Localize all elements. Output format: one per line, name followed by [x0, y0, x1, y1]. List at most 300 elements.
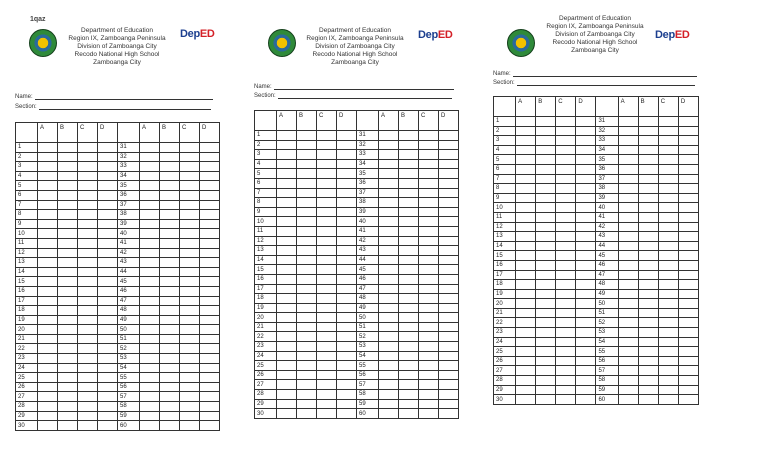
answer-cell[interactable]	[439, 284, 459, 294]
answer-cell[interactable]	[516, 212, 536, 222]
answer-cell[interactable]	[638, 145, 658, 155]
answer-cell[interactable]	[297, 380, 317, 390]
answer-cell[interactable]	[399, 131, 419, 141]
answer-cell[interactable]	[439, 390, 459, 400]
answer-cell[interactable]	[536, 328, 556, 338]
answer-cell[interactable]	[379, 380, 399, 390]
answer-cell[interactable]	[337, 399, 357, 409]
answer-cell[interactable]	[180, 421, 200, 431]
answer-cell[interactable]	[536, 347, 556, 357]
answer-cell[interactable]	[317, 303, 337, 313]
answer-cell[interactable]	[297, 178, 317, 188]
answer-cell[interactable]	[200, 181, 220, 191]
answer-cell[interactable]	[638, 270, 658, 280]
answer-cell[interactable]	[556, 337, 576, 347]
answer-cell[interactable]	[638, 376, 658, 386]
name-line[interactable]	[513, 71, 697, 77]
answer-cell[interactable]	[297, 370, 317, 380]
answer-cell[interactable]	[439, 226, 459, 236]
answer-cell[interactable]	[277, 294, 297, 304]
answer-cell[interactable]	[337, 198, 357, 208]
answer-cell[interactable]	[576, 174, 596, 184]
answer-cell[interactable]	[58, 200, 78, 210]
section-field[interactable]	[493, 80, 695, 86]
answer-cell[interactable]	[399, 303, 419, 313]
answer-cell[interactable]	[98, 363, 118, 373]
answer-cell[interactable]	[439, 236, 459, 246]
answer-cell[interactable]	[98, 325, 118, 335]
answer-cell[interactable]	[576, 117, 596, 127]
answer-cell[interactable]	[160, 258, 180, 268]
answer-cell[interactable]	[399, 178, 419, 188]
answer-cell[interactable]	[337, 303, 357, 313]
answer-cell[interactable]	[140, 421, 160, 431]
answer-cell[interactable]	[277, 332, 297, 342]
answer-cell[interactable]	[58, 258, 78, 268]
answer-cell[interactable]	[439, 399, 459, 409]
answer-cell[interactable]	[98, 181, 118, 191]
answer-cell[interactable]	[58, 181, 78, 191]
answer-cell[interactable]	[160, 334, 180, 344]
answer-cell[interactable]	[556, 222, 576, 232]
answer-cell[interactable]	[78, 238, 98, 248]
answer-cell[interactable]	[200, 238, 220, 248]
answer-cell[interactable]	[638, 174, 658, 184]
answer-cell[interactable]	[556, 145, 576, 155]
answer-cell[interactable]	[337, 207, 357, 217]
answer-cell[interactable]	[419, 169, 439, 179]
answer-cell[interactable]	[277, 303, 297, 313]
answer-cell[interactable]	[160, 402, 180, 412]
answer-cell[interactable]	[658, 155, 678, 165]
answer-cell[interactable]	[399, 140, 419, 150]
answer-cell[interactable]	[180, 382, 200, 392]
answer-cell[interactable]	[576, 241, 596, 251]
answer-cell[interactable]	[379, 150, 399, 160]
answer-cell[interactable]	[337, 246, 357, 256]
answer-cell[interactable]	[140, 267, 160, 277]
answer-cell[interactable]	[678, 260, 698, 270]
answer-cell[interactable]	[317, 217, 337, 227]
answer-cell[interactable]	[180, 238, 200, 248]
answer-cell[interactable]	[277, 207, 297, 217]
answer-cell[interactable]	[439, 246, 459, 256]
answer-cell[interactable]	[78, 344, 98, 354]
answer-cell[interactable]	[38, 306, 58, 316]
answer-cell[interactable]	[297, 361, 317, 371]
answer-cell[interactable]	[98, 171, 118, 181]
answer-cell[interactable]	[160, 171, 180, 181]
answer-cell[interactable]	[277, 284, 297, 294]
answer-cell[interactable]	[58, 190, 78, 200]
answer-cell[interactable]	[337, 178, 357, 188]
answer-cell[interactable]	[678, 136, 698, 146]
answer-cell[interactable]	[439, 140, 459, 150]
answer-cell[interactable]	[638, 222, 658, 232]
answer-cell[interactable]	[678, 337, 698, 347]
answer-cell[interactable]	[379, 246, 399, 256]
answer-cell[interactable]	[98, 143, 118, 153]
answer-cell[interactable]	[78, 190, 98, 200]
answer-cell[interactable]	[58, 344, 78, 354]
answer-cell[interactable]	[419, 294, 439, 304]
answer-cell[interactable]	[317, 370, 337, 380]
answer-cell[interactable]	[317, 322, 337, 332]
answer-cell[interactable]	[536, 203, 556, 213]
answer-cell[interactable]	[618, 232, 638, 242]
answer-cell[interactable]	[160, 325, 180, 335]
answer-cell[interactable]	[379, 322, 399, 332]
answer-cell[interactable]	[277, 409, 297, 419]
answer-cell[interactable]	[556, 347, 576, 357]
answer-cell[interactable]	[399, 217, 419, 227]
answer-cell[interactable]	[78, 162, 98, 172]
answer-cell[interactable]	[98, 344, 118, 354]
answer-cell[interactable]	[556, 251, 576, 261]
answer-cell[interactable]	[638, 212, 658, 222]
answer-cell[interactable]	[399, 351, 419, 361]
answer-cell[interactable]	[78, 402, 98, 412]
answer-cell[interactable]	[658, 289, 678, 299]
answer-cell[interactable]	[618, 318, 638, 328]
answer-cell[interactable]	[38, 392, 58, 402]
answer-cell[interactable]	[160, 411, 180, 421]
answer-cell[interactable]	[536, 337, 556, 347]
answer-cell[interactable]	[160, 190, 180, 200]
answer-cell[interactable]	[379, 390, 399, 400]
answer-cell[interactable]	[98, 210, 118, 220]
answer-cell[interactable]	[379, 188, 399, 198]
answer-cell[interactable]	[658, 203, 678, 213]
answer-cell[interactable]	[140, 286, 160, 296]
answer-cell[interactable]	[439, 332, 459, 342]
answer-cell[interactable]	[576, 222, 596, 232]
answer-cell[interactable]	[38, 229, 58, 239]
answer-cell[interactable]	[180, 229, 200, 239]
answer-cell[interactable]	[638, 126, 658, 136]
answer-cell[interactable]	[678, 395, 698, 405]
answer-cell[interactable]	[419, 246, 439, 256]
answer-cell[interactable]	[516, 328, 536, 338]
answer-cell[interactable]	[439, 255, 459, 265]
answer-cell[interactable]	[419, 255, 439, 265]
answer-cell[interactable]	[38, 421, 58, 431]
answer-cell[interactable]	[277, 217, 297, 227]
answer-cell[interactable]	[337, 236, 357, 246]
answer-cell[interactable]	[297, 131, 317, 141]
answer-cell[interactable]	[678, 366, 698, 376]
answer-cell[interactable]	[419, 217, 439, 227]
answer-cell[interactable]	[556, 241, 576, 251]
answer-cell[interactable]	[337, 370, 357, 380]
answer-cell[interactable]	[556, 155, 576, 165]
section-field[interactable]	[15, 104, 211, 110]
answer-cell[interactable]	[419, 207, 439, 217]
answer-cell[interactable]	[58, 286, 78, 296]
answer-cell[interactable]	[536, 270, 556, 280]
answer-cell[interactable]	[78, 210, 98, 220]
answer-cell[interactable]	[678, 145, 698, 155]
answer-cell[interactable]	[618, 299, 638, 309]
answer-cell[interactable]	[556, 270, 576, 280]
answer-cell[interactable]	[78, 363, 98, 373]
answer-cell[interactable]	[180, 277, 200, 287]
answer-cell[interactable]	[576, 318, 596, 328]
answer-cell[interactable]	[678, 328, 698, 338]
answer-cell[interactable]	[516, 155, 536, 165]
answer-cell[interactable]	[58, 162, 78, 172]
answer-cell[interactable]	[38, 248, 58, 258]
answer-cell[interactable]	[58, 277, 78, 287]
answer-cell[interactable]	[658, 318, 678, 328]
answer-cell[interactable]	[180, 200, 200, 210]
answer-cell[interactable]	[200, 277, 220, 287]
answer-cell[interactable]	[618, 212, 638, 222]
answer-cell[interactable]	[536, 174, 556, 184]
answer-cell[interactable]	[160, 296, 180, 306]
answer-cell[interactable]	[98, 382, 118, 392]
answer-cell[interactable]	[678, 203, 698, 213]
answer-cell[interactable]	[160, 315, 180, 325]
answer-cell[interactable]	[399, 380, 419, 390]
answer-cell[interactable]	[317, 399, 337, 409]
answer-cell[interactable]	[576, 193, 596, 203]
answer-cell[interactable]	[98, 421, 118, 431]
answer-cell[interactable]	[140, 306, 160, 316]
answer-cell[interactable]	[658, 385, 678, 395]
answer-cell[interactable]	[277, 274, 297, 284]
answer-cell[interactable]	[419, 390, 439, 400]
answer-cell[interactable]	[38, 402, 58, 412]
answer-cell[interactable]	[200, 392, 220, 402]
answer-cell[interactable]	[379, 361, 399, 371]
answer-cell[interactable]	[678, 308, 698, 318]
answer-cell[interactable]	[638, 280, 658, 290]
answer-cell[interactable]	[317, 284, 337, 294]
answer-cell[interactable]	[277, 390, 297, 400]
answer-cell[interactable]	[439, 169, 459, 179]
answer-cell[interactable]	[277, 131, 297, 141]
answer-cell[interactable]	[419, 178, 439, 188]
answer-cell[interactable]	[277, 361, 297, 371]
answer-cell[interactable]	[658, 164, 678, 174]
answer-cell[interactable]	[439, 342, 459, 352]
answer-cell[interactable]	[556, 366, 576, 376]
answer-cell[interactable]	[200, 229, 220, 239]
answer-cell[interactable]	[78, 200, 98, 210]
answer-cell[interactable]	[658, 126, 678, 136]
answer-cell[interactable]	[140, 325, 160, 335]
answer-cell[interactable]	[140, 296, 160, 306]
answer-cell[interactable]	[576, 136, 596, 146]
answer-cell[interactable]	[439, 274, 459, 284]
answer-cell[interactable]	[317, 255, 337, 265]
answer-cell[interactable]	[337, 294, 357, 304]
answer-cell[interactable]	[277, 188, 297, 198]
answer-cell[interactable]	[180, 210, 200, 220]
answer-cell[interactable]	[536, 251, 556, 261]
answer-cell[interactable]	[536, 260, 556, 270]
answer-cell[interactable]	[140, 219, 160, 229]
answer-cell[interactable]	[379, 226, 399, 236]
answer-cell[interactable]	[200, 402, 220, 412]
answer-cell[interactable]	[160, 210, 180, 220]
name-field[interactable]	[254, 84, 454, 90]
answer-cell[interactable]	[678, 212, 698, 222]
answer-cell[interactable]	[337, 313, 357, 323]
answer-cell[interactable]	[399, 274, 419, 284]
answer-cell[interactable]	[297, 140, 317, 150]
answer-cell[interactable]	[618, 328, 638, 338]
answer-cell[interactable]	[536, 126, 556, 136]
answer-cell[interactable]	[38, 210, 58, 220]
answer-cell[interactable]	[277, 342, 297, 352]
answer-cell[interactable]	[556, 184, 576, 194]
answer-cell[interactable]	[277, 236, 297, 246]
answer-cell[interactable]	[379, 178, 399, 188]
answer-cell[interactable]	[399, 226, 419, 236]
answer-cell[interactable]	[658, 260, 678, 270]
answer-cell[interactable]	[618, 347, 638, 357]
answer-cell[interactable]	[38, 181, 58, 191]
answer-cell[interactable]	[516, 251, 536, 261]
answer-cell[interactable]	[337, 390, 357, 400]
answer-cell[interactable]	[297, 322, 317, 332]
answer-cell[interactable]	[140, 402, 160, 412]
answer-cell[interactable]	[658, 241, 678, 251]
answer-cell[interactable]	[297, 236, 317, 246]
answer-cell[interactable]	[277, 246, 297, 256]
answer-cell[interactable]	[556, 280, 576, 290]
answer-cell[interactable]	[317, 169, 337, 179]
answer-cell[interactable]	[678, 376, 698, 386]
answer-cell[interactable]	[317, 246, 337, 256]
answer-cell[interactable]	[160, 200, 180, 210]
answer-cell[interactable]	[180, 143, 200, 153]
answer-cell[interactable]	[38, 267, 58, 277]
answer-cell[interactable]	[78, 334, 98, 344]
answer-cell[interactable]	[337, 380, 357, 390]
answer-cell[interactable]	[160, 248, 180, 258]
answer-cell[interactable]	[200, 344, 220, 354]
answer-cell[interactable]	[78, 392, 98, 402]
answer-cell[interactable]	[379, 265, 399, 275]
answer-cell[interactable]	[678, 232, 698, 242]
answer-cell[interactable]	[160, 392, 180, 402]
answer-cell[interactable]	[180, 402, 200, 412]
answer-cell[interactable]	[317, 198, 337, 208]
answer-cell[interactable]	[180, 315, 200, 325]
answer-cell[interactable]	[439, 178, 459, 188]
answer-cell[interactable]	[379, 351, 399, 361]
answer-cell[interactable]	[317, 380, 337, 390]
answer-cell[interactable]	[678, 280, 698, 290]
answer-cell[interactable]	[58, 411, 78, 421]
answer-cell[interactable]	[58, 267, 78, 277]
answer-cell[interactable]	[576, 184, 596, 194]
answer-cell[interactable]	[516, 232, 536, 242]
answer-cell[interactable]	[658, 270, 678, 280]
answer-cell[interactable]	[618, 174, 638, 184]
answer-cell[interactable]	[399, 409, 419, 419]
answer-cell[interactable]	[297, 351, 317, 361]
answer-cell[interactable]	[638, 347, 658, 357]
answer-cell[interactable]	[658, 136, 678, 146]
answer-cell[interactable]	[399, 390, 419, 400]
answer-cell[interactable]	[678, 299, 698, 309]
answer-cell[interactable]	[78, 286, 98, 296]
answer-cell[interactable]	[576, 376, 596, 386]
answer-cell[interactable]	[419, 198, 439, 208]
answer-cell[interactable]	[658, 251, 678, 261]
answer-cell[interactable]	[337, 342, 357, 352]
answer-cell[interactable]	[576, 203, 596, 213]
answer-cell[interactable]	[297, 246, 317, 256]
answer-cell[interactable]	[38, 354, 58, 364]
answer-cell[interactable]	[439, 150, 459, 160]
answer-cell[interactable]	[317, 207, 337, 217]
answer-cell[interactable]	[297, 284, 317, 294]
answer-cell[interactable]	[200, 296, 220, 306]
answer-cell[interactable]	[58, 363, 78, 373]
answer-cell[interactable]	[399, 198, 419, 208]
answer-cell[interactable]	[337, 409, 357, 419]
answer-cell[interactable]	[180, 267, 200, 277]
answer-cell[interactable]	[180, 344, 200, 354]
answer-cell[interactable]	[160, 421, 180, 431]
answer-cell[interactable]	[297, 409, 317, 419]
answer-cell[interactable]	[419, 284, 439, 294]
answer-cell[interactable]	[317, 274, 337, 284]
answer-cell[interactable]	[516, 222, 536, 232]
answer-cell[interactable]	[516, 318, 536, 328]
answer-cell[interactable]	[297, 294, 317, 304]
answer-cell[interactable]	[419, 370, 439, 380]
answer-cell[interactable]	[439, 380, 459, 390]
answer-cell[interactable]	[317, 140, 337, 150]
answer-cell[interactable]	[337, 159, 357, 169]
answer-cell[interactable]	[38, 152, 58, 162]
answer-cell[interactable]	[317, 236, 337, 246]
answer-cell[interactable]	[618, 308, 638, 318]
answer-cell[interactable]	[536, 395, 556, 405]
answer-cell[interactable]	[618, 337, 638, 347]
answer-cell[interactable]	[638, 241, 658, 251]
answer-cell[interactable]	[78, 373, 98, 383]
answer-cell[interactable]	[160, 152, 180, 162]
answer-cell[interactable]	[658, 184, 678, 194]
answer-cell[interactable]	[98, 286, 118, 296]
answer-cell[interactable]	[180, 258, 200, 268]
answer-cell[interactable]	[58, 402, 78, 412]
answer-cell[interactable]	[140, 248, 160, 258]
answer-cell[interactable]	[58, 325, 78, 335]
answer-cell[interactable]	[678, 174, 698, 184]
answer-cell[interactable]	[439, 294, 459, 304]
answer-cell[interactable]	[140, 344, 160, 354]
answer-cell[interactable]	[78, 171, 98, 181]
answer-cell[interactable]	[556, 164, 576, 174]
answer-cell[interactable]	[38, 162, 58, 172]
answer-cell[interactable]	[337, 150, 357, 160]
answer-cell[interactable]	[78, 382, 98, 392]
answer-cell[interactable]	[277, 370, 297, 380]
answer-cell[interactable]	[58, 421, 78, 431]
answer-cell[interactable]	[78, 152, 98, 162]
answer-cell[interactable]	[399, 342, 419, 352]
answer-cell[interactable]	[180, 325, 200, 335]
answer-cell[interactable]	[78, 229, 98, 239]
